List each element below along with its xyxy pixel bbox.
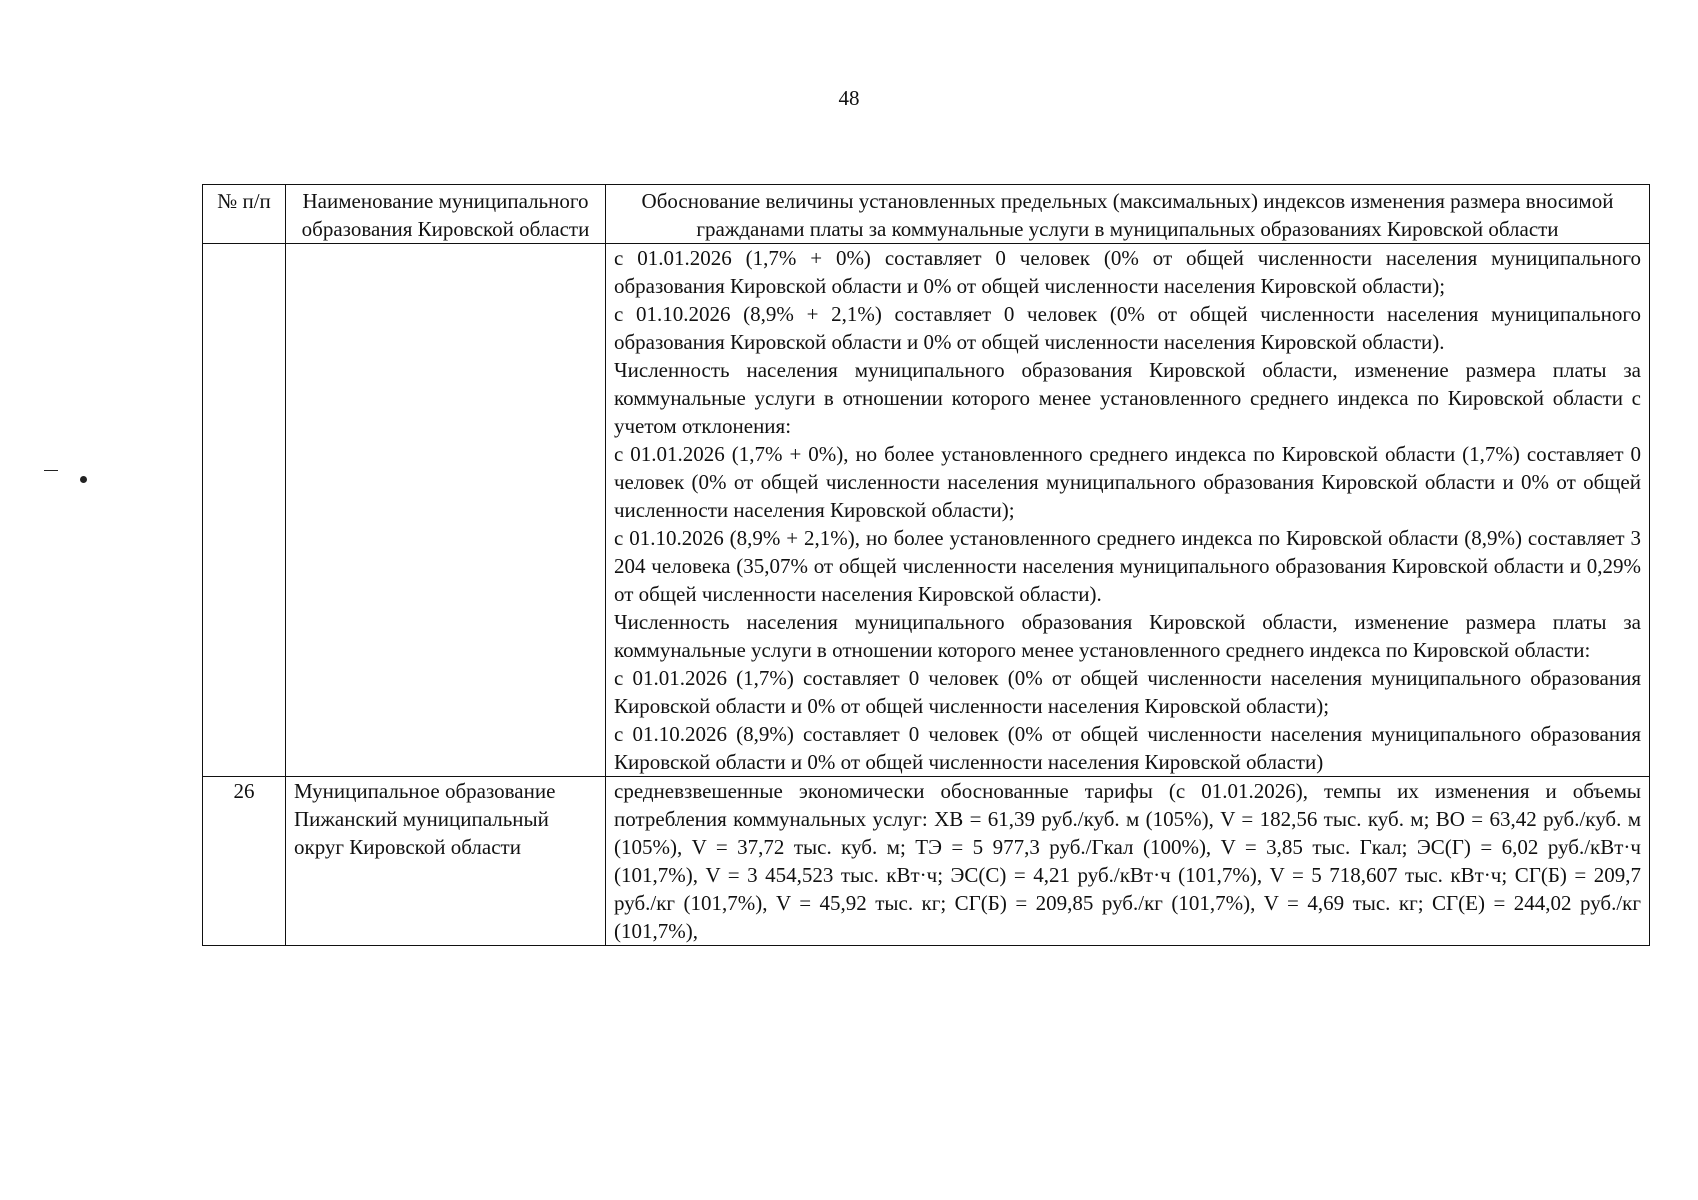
- paragraph: с 01.10.2026 (8,9% + 2,1%), но более установленного среднего индекса по Кировской области (8,9%) составляет 3 204 человека (35,07% от общей численности населения муниципального образования Кировской области и 0,29% от общей численности населения Кировской области).: [614, 526, 1641, 606]
- paragraph: Численность населения муниципального образования Кировской области, изменение размера платы за коммунальные услуги в отношении которого менее установленного среднего индекса по Кировской области:: [614, 610, 1641, 662]
- header-municipality-name: Наименование муниципального образования Кировской области: [286, 185, 606, 244]
- paragraph: с 01.10.2026 (8,9% + 2,1%) составляет 0 человек (0% от общей численности населения муниципального образования Кировской области и 0% от общей численности населения Кировской области).: [614, 302, 1641, 354]
- row-num-cell: [203, 244, 286, 777]
- row-name-cell: [286, 244, 606, 777]
- row-name-cell: Муниципальное образование Пижанский муниципальный округ Кировской области: [286, 777, 606, 946]
- row-justification-cell: [606, 244, 1650, 777]
- row-num-cell: 26: [203, 777, 286, 946]
- scan-speck: [80, 476, 87, 483]
- header-justification: Обоснование величины установленных предельных (максимальных) индексов изменения размера вносимой гражданами платы за коммунальные услуги в муниципальных образованиях Кировской области: [606, 185, 1650, 244]
- paragraph: с 01.01.2026 (1,7%) составляет 0 человек (0% от общей численности населения муниципального образования Кировской области и 0% от общей численности населения Кировской области);: [614, 666, 1641, 718]
- header-num: № п/п: [203, 185, 286, 244]
- paragraph: с 01.01.2026 (1,7% + 0%) составляет 0 человек (0% от общей численности населения муниципального образования Кировской области и 0% от общей численности населения Кировской области);: [614, 246, 1641, 298]
- tariff-justification-table: [202, 184, 1650, 946]
- scan-speck: [44, 470, 58, 471]
- paragraph: средневзвешенные экономически обоснованные тарифы (с 01.01.2026), темпы их изменения и объемы потребления коммунальных услуг: ХВ = 61,39 руб./куб. м (105%), V = 182,56 тыс. куб. м; ВО = 63,42 руб./куб. м (105%), V = 37,72 тыс. куб. м; ТЭ = 5 977,3 руб./Гкал (100%), V = 3,85 тыс. Гкал; ЭС(Г) = 6,02 руб./кВт·ч (101,7%), V = 3 454,523 тыс. кВт·ч; ЭС(С) = 4,21 руб./кВт·ч (101,7%), V = 5 718,607 тыс. кВт·ч; СГ(Б) = 209,7 руб./кг (101,7%), V = 45,92 тыс. кг; СГ(Б) = 209,85 руб./кг (101,7%), V = 4,69 тыс. кг; СГ(Е) = 244,02 руб./кг (101,7%),: [614, 779, 1641, 943]
- table-header-row: [203, 185, 1650, 244]
- row-justification-cell: [606, 777, 1650, 946]
- paragraph: с 01.10.2026 (8,9%) составляет 0 человек (0% от общей численности населения муниципального образования Кировской области и 0% от общей численности населения Кировской области): [614, 722, 1641, 774]
- paragraph: Численность населения муниципального образования Кировской области, изменение размера платы за коммунальные услуги в отношении которого менее установленного среднего индекса по Кировской области с учетом отклонения:: [614, 358, 1641, 438]
- paragraph: с 01.01.2026 (1,7% + 0%), но более установленного среднего индекса по Кировской области (1,7%) составляет 0 человек (0% от общей численности населения муниципального образования Кировской области и 0% от общей численности населения Кировской области);: [614, 442, 1641, 522]
- table-row: [203, 777, 1650, 946]
- table-row: [203, 244, 1650, 777]
- page-number: 48: [838, 86, 860, 110]
